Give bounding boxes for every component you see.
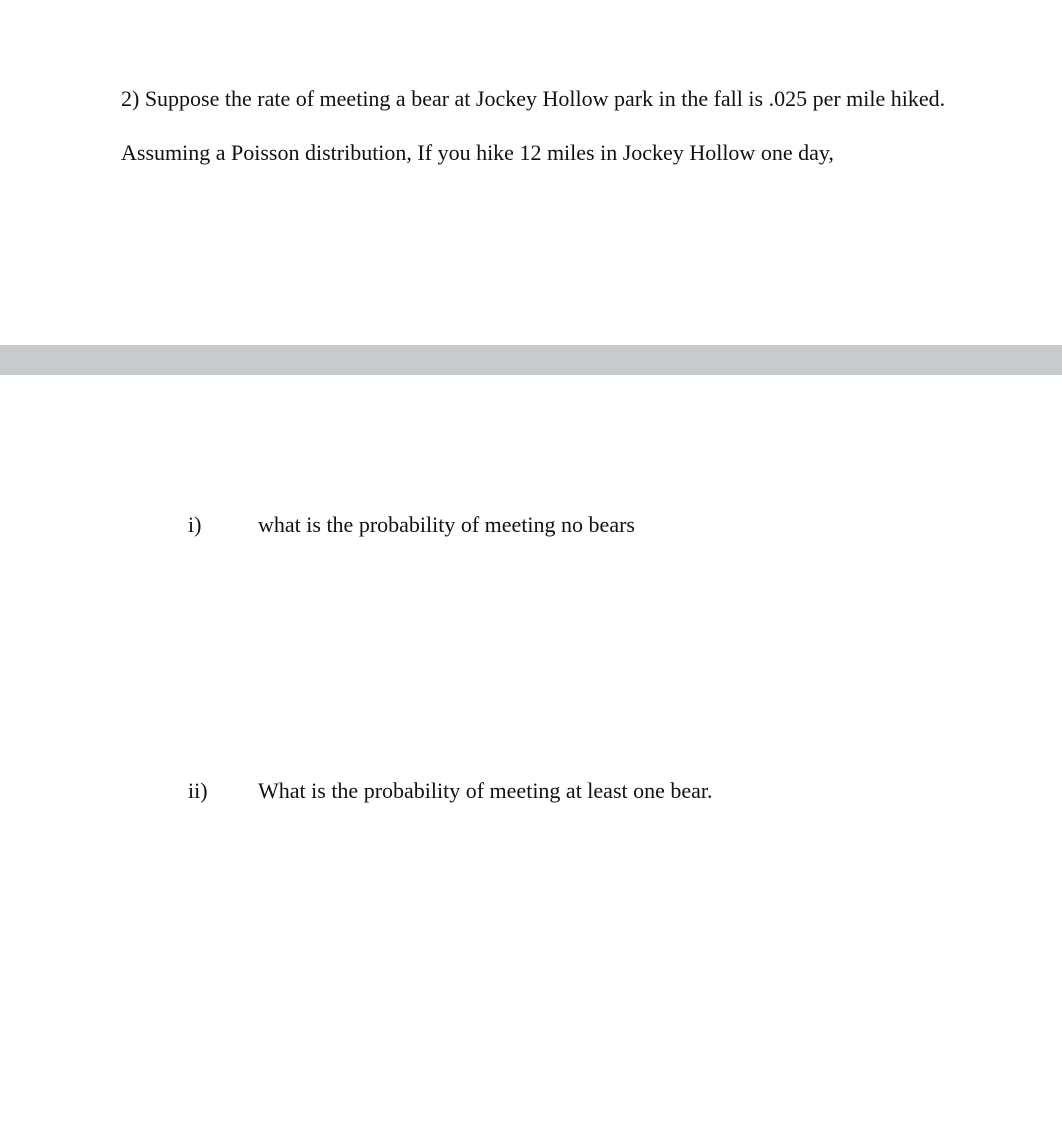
sub-question-label: ii)	[188, 778, 208, 803]
sub-question-text: what is the probability of meeting no bears	[258, 512, 635, 537]
document-page-bottom	[0, 375, 1062, 1133]
sub-question-text: What is the probability of meeting at least one bear.	[258, 778, 713, 803]
question-statement: 2) Suppose the rate of meeting a bear at Jockey Hollow park in the fall is .025 per mile hiked.	[121, 86, 946, 111]
sub-question-i	[0, 512, 1062, 538]
sub-question-ii	[0, 778, 1062, 804]
page-separator	[0, 345, 1062, 375]
document-page-top	[0, 0, 1062, 345]
sub-question-label: i)	[188, 512, 202, 537]
question-assumption: Assuming a Poisson distribution, If you hike 12 miles in Jockey Hollow one day,	[121, 140, 834, 165]
